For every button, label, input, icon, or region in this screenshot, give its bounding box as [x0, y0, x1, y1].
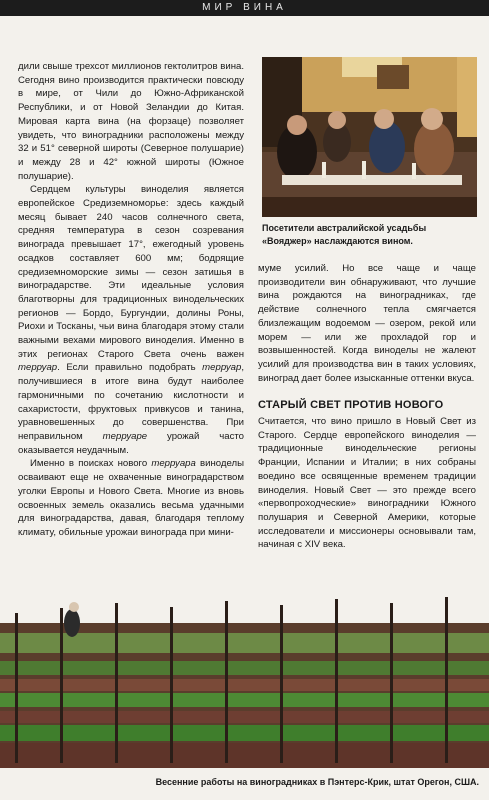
text-run: , получившиеся в итоге вина будут наиболее гармоничными по сочетанию кислотности и сахаристости, фруктовых привкусов и танина, уравновешенных до совершенства. При неправильном — [18, 362, 244, 442]
term-italic: терруара — [151, 458, 196, 470]
paragraph: дили свыше трехсот миллионов гектолитров вина. Сегодня вино производится практически повсюду в мире, от Чили до Южно-Африканской Республики, и от Новой Зеландии до Китая. Мировая карта вина (на форзаце) позволяет увидеть, что виноградники расположены между 32 и 51° северной широты (Северное полушарие) и между 28 и 42° южной широты (Южное полушарие). — [18, 61, 244, 182]
left-column — [18, 60, 244, 540]
restaurant-photo — [262, 57, 477, 217]
text-run: Именно в поисках нового — [30, 458, 152, 470]
section-heading: СТАРЫЙ СВЕТ ПРОТИВ НОВОГО — [258, 399, 444, 412]
paragraph — [18, 457, 244, 539]
text-run: урожай часто оказывается неудачным. — [18, 430, 244, 456]
text-run: Сердцем культуры виноделия является европейское Средиземноморье: здесь каждый месяц бывает 240 часов солнечного света, средняя температура в сезон созревания винограда превышает 17°, ежегодный уровень осадков составляет 600 мм; бодрящие средиземноморские зимы — сезон затишья в виноградарстве. Эти идеальные условия благотворны для традиционных винодельческих регионов — Бордо, Бургундии, долины Роны, Риохи и Тосканы, чьи вина благодаря этому стали важными вехами мирового виноделия. Именно в этих регионах Старого Света очень важен — [18, 184, 244, 360]
paragraph — [18, 183, 244, 457]
photo-caption: Посетители австралийской усадьбы «Вояджер» наслаждаются вином. — [262, 223, 427, 246]
term-italic: терруар — [18, 362, 58, 374]
running-header: МИР ВИНА — [202, 2, 287, 13]
term-italic: терруар — [202, 362, 242, 374]
photo-caption: Весенние работы на виноградниках в Пэнтерс-Крик, штат Орегон, США. — [155, 777, 479, 787]
text-run: виноделы осваивают еще не охваченные виноградарством уголки Европы и Нового Света. Многие из вновь освоенных земель оказались весьма удачными для виноградарства, давая, благодаря теплому климату, обильные урожаи винограда при мини- — [18, 458, 245, 538]
right-column — [258, 262, 476, 552]
paragraph: муме усилий. Но все чаще и чаще производители вин обнаруживают, что лучшие вина рождаются на виноградниках, где действие солнечного тепла смягчается близлежащим водоемом — озером, рекой или морем — или же прохладой гор и возвышенностей. Когда виноделы не жалеют усилий для производства вин в таких условиях, виноград дает более изысканные оттенки вкуса. — [258, 263, 476, 384]
vineyard-photo-image — [0, 583, 489, 768]
restaurant-photo-image — [262, 57, 477, 217]
paragraph: Считается, что вино пришло в Новый Свет из Старого. Сердце европейского виноделия — традиционные винодельческие регионы Франции, Испании и Италии; в них собраны воедино все освященные временем традиции виноделия. Новый Свет — это прежде всего «первопроходческие» виноградники Южного полушария и Северной Америки, которые исследователи и миссионеры основывали там, начиная с XIV века. — [258, 416, 476, 551]
term-italic: терруаре — [102, 430, 148, 442]
text-run: . Если правильно подобрать — [57, 362, 203, 374]
vineyard-photo — [0, 583, 489, 768]
